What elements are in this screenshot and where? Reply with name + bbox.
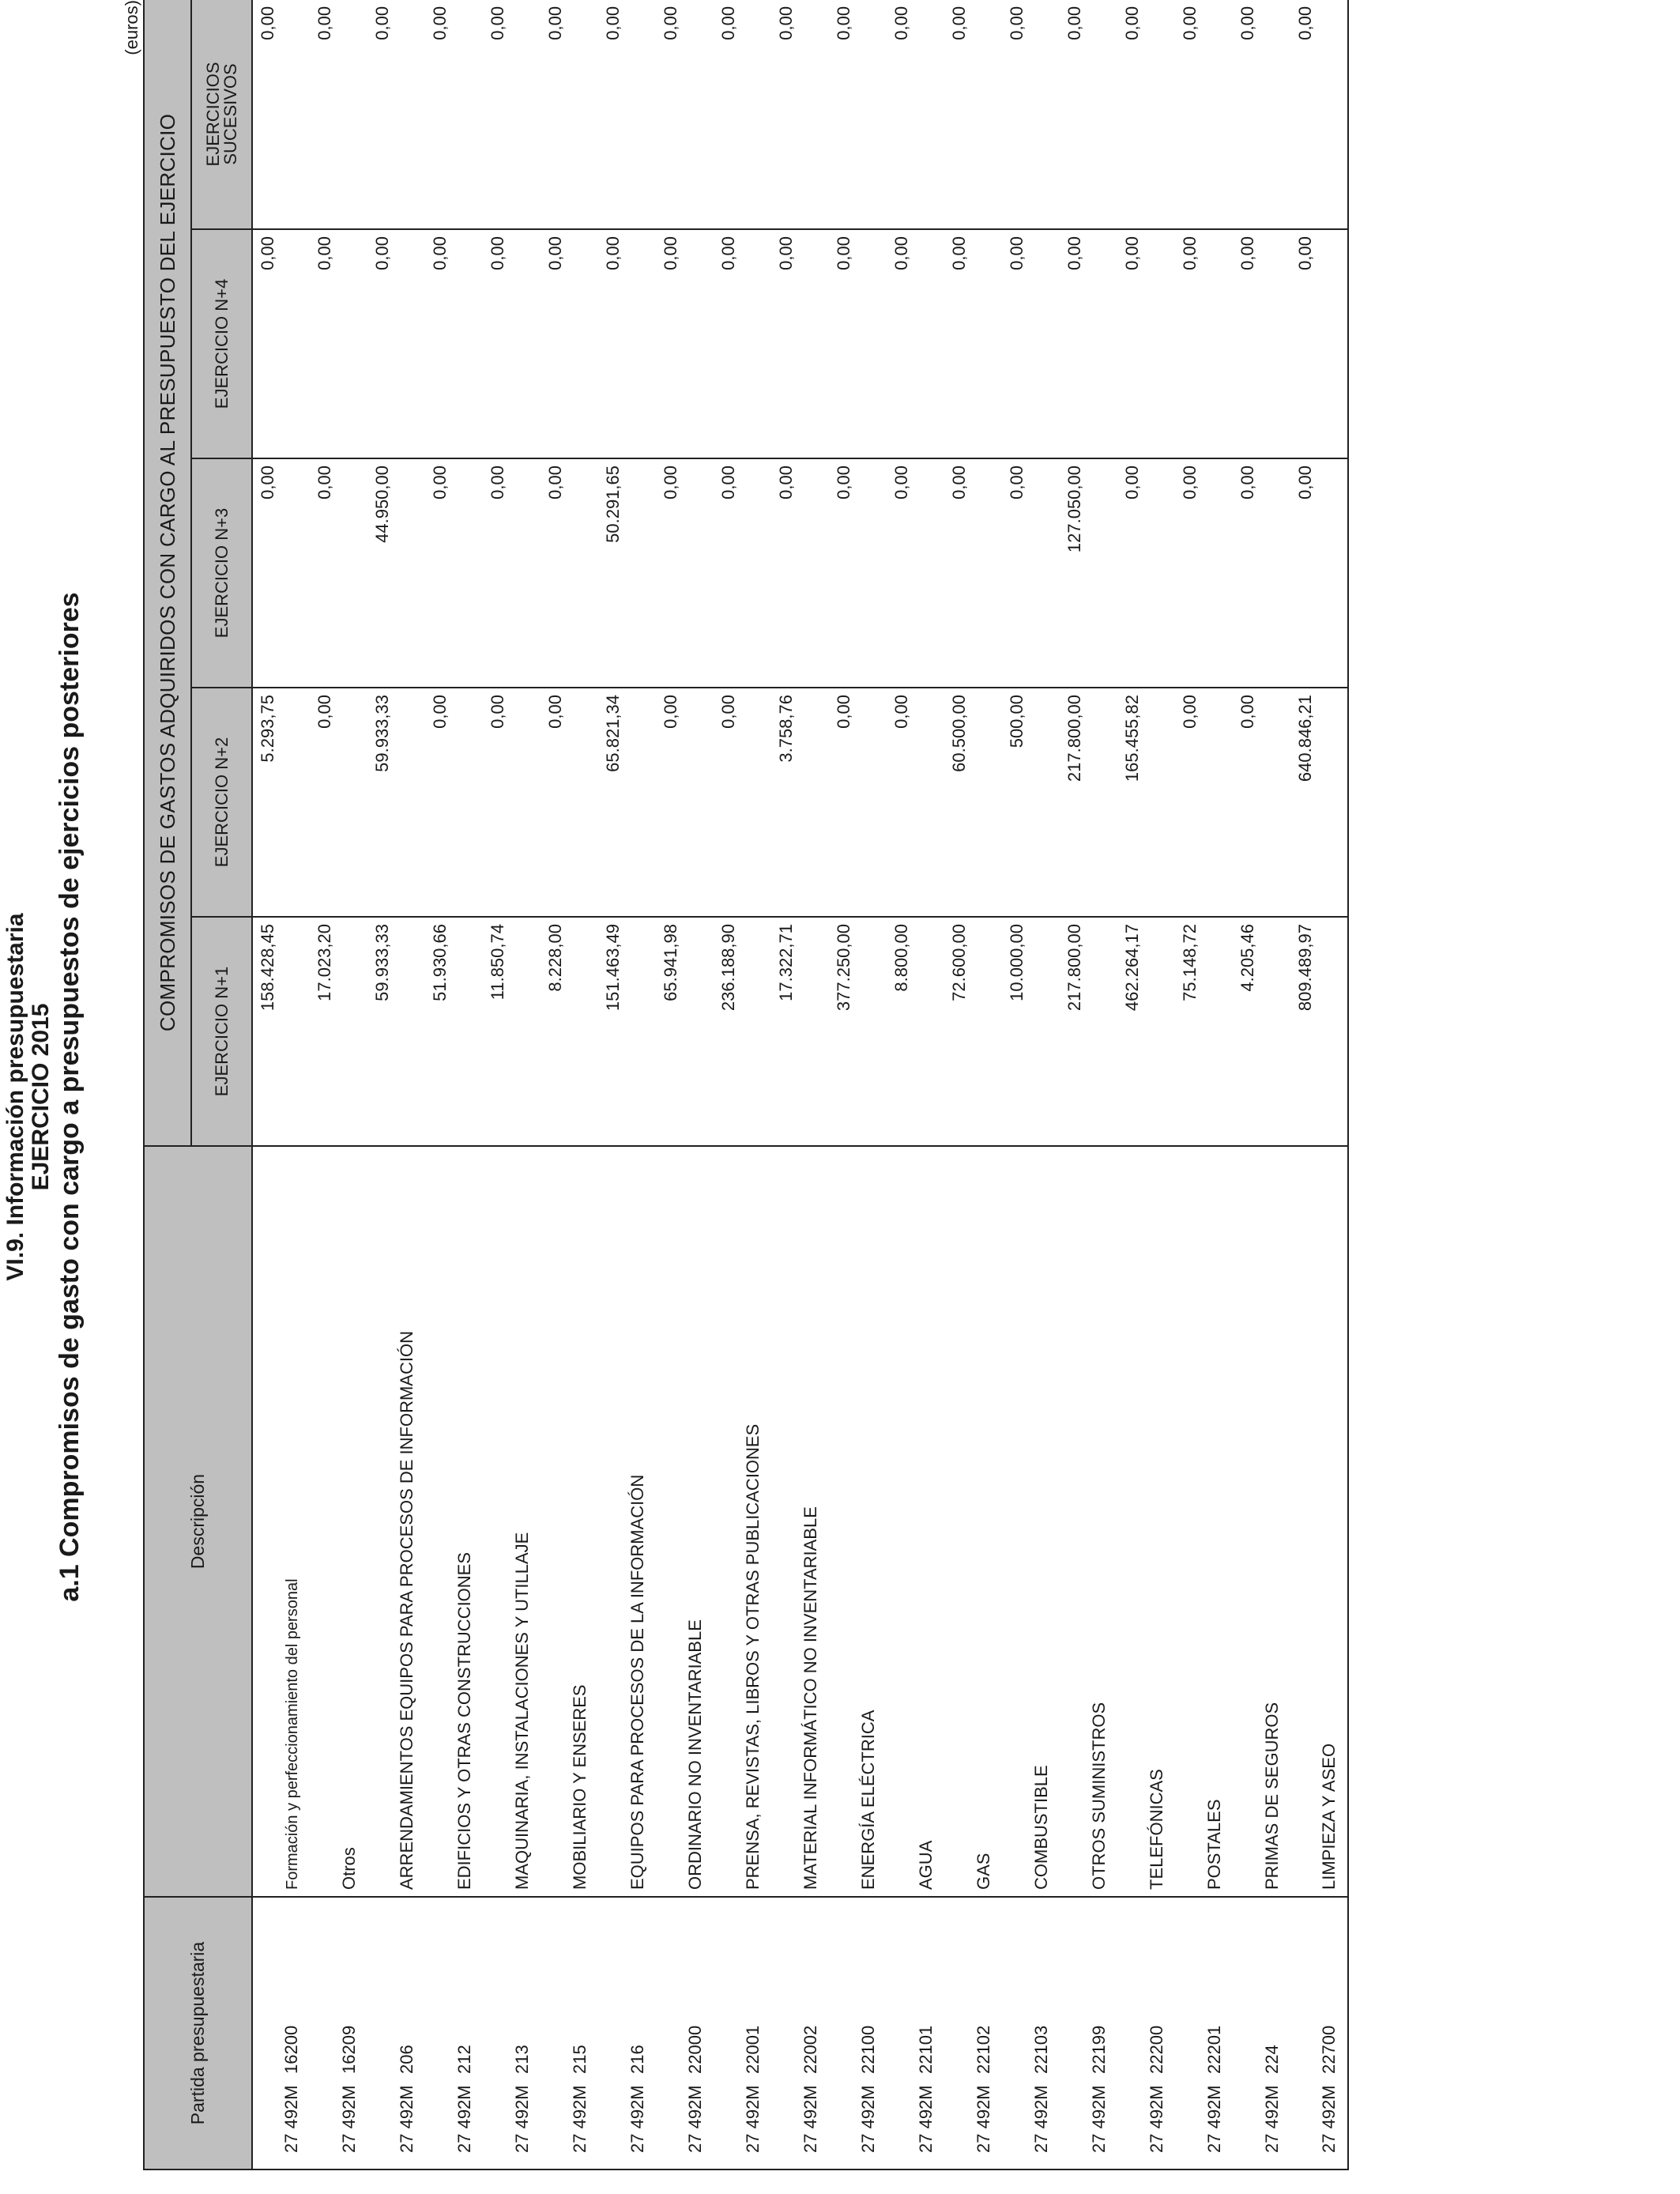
cell-ejercicio-n4: 0,00: [656, 229, 714, 458]
partida-organo: 27 492M: [800, 2085, 820, 2153]
cell-ejercicio-n1: 65.941,98: [656, 917, 714, 1146]
cell-ejercicio-n2: 0,00: [425, 688, 483, 917]
partida-organo: 27 492M: [1319, 2085, 1339, 2153]
table-row: [425, 0, 483, 2169]
cell-ejercicio-n3: 0,00: [771, 458, 829, 688]
commitments-table: [143, 0, 1349, 2170]
cell-partida: [1290, 1897, 1348, 2169]
cell-descripcion: ENERGÍA ELÉCTRICA: [829, 1146, 887, 1897]
cell-partida: [771, 1897, 829, 2169]
cell-ejercicio-n2: 500,00: [1002, 688, 1060, 917]
header-suc-line2: SUCESIVOS: [220, 63, 240, 165]
cell-ejercicios-sucesivos: 0,00: [310, 0, 367, 229]
cell-ejercicio-n2: 0,00: [656, 688, 714, 917]
cell-ejercicio-n3: 0,00: [714, 458, 771, 688]
table-row: [656, 0, 714, 2169]
partida-organo: 27 492M: [454, 2085, 474, 2153]
partida-code: 206: [397, 2045, 416, 2074]
header-suc-line1: EJERCICIOS: [202, 62, 223, 167]
cell-descripcion: MATERIAL INFORMÁTICO NO INVENTARIABLE: [771, 1146, 829, 1897]
fiscal-year-title: EJERCICIO 2015: [28, 1003, 54, 1191]
table-row: [714, 0, 771, 2169]
cell-ejercicios-sucesivos: 0,00: [829, 0, 887, 229]
cell-partida: [425, 1897, 483, 2169]
cell-descripcion: MAQUINARIA, INSTALACIONES Y UTILLAJE: [483, 1146, 541, 1897]
cell-ejercicio-n3: 0,00: [887, 458, 944, 688]
cell-ejercicio-n2: 0,00: [310, 688, 367, 917]
cell-ejercicio-n2: 3.758,76: [771, 688, 829, 917]
cell-ejercicio-n3: 0,00: [541, 458, 598, 688]
header-ejercicio-n1: EJERCICIO N+1: [191, 917, 252, 1146]
cell-descripcion: Formación y perfeccionamiento del personal: [252, 1146, 310, 1897]
cell-ejercicio-n4: 0,00: [1233, 229, 1290, 458]
cell-ejercicio-n1: 462.264,17: [1117, 917, 1175, 1146]
cell-ejercicio-n1: 151.463,49: [598, 917, 656, 1146]
cell-ejercicio-n1: 17.322,71: [771, 917, 829, 1146]
cell-ejercicio-n2: 65.821,34: [598, 688, 656, 917]
cell-ejercicio-n1: 8.228,00: [541, 917, 598, 1146]
cell-descripcion: TELEFÓNICAS: [1117, 1146, 1175, 1897]
cell-ejercicio-n1: 75.148,72: [1175, 917, 1233, 1146]
cell-ejercicio-n1: 11.850,74: [483, 917, 541, 1146]
cell-ejercicio-n1: 8.800,00: [887, 917, 944, 1146]
table-row: [1060, 0, 1117, 2169]
cell-ejercicio-n3: 50.291,65: [598, 458, 656, 688]
cell-ejercicio-n2: 0,00: [829, 688, 887, 917]
cell-ejercicios-sucesivos: 0,00: [541, 0, 598, 229]
header-ejercicio-n4: EJERCICIO N+4: [191, 229, 252, 458]
cell-ejercicio-n1: 377.250,00: [829, 917, 887, 1146]
cell-descripcion: PRIMAS DE SEGUROS: [1233, 1146, 1290, 1897]
cell-ejercicio-n1: 217.800,00: [1060, 917, 1117, 1146]
table-row: [367, 0, 425, 2169]
cell-ejercicio-n1: 158.428,45: [252, 917, 310, 1146]
table-row: [483, 0, 541, 2169]
cell-ejercicio-n1: 236.188,90: [714, 917, 771, 1146]
title-block: [3, 0, 85, 2194]
cell-ejercicio-n2: 0,00: [887, 688, 944, 917]
header-ejercicios-sucesivos: [191, 0, 252, 229]
cell-descripcion: LIMPIEZA Y ASEO: [1290, 1146, 1348, 1897]
cell-partida: [1233, 1897, 1290, 2169]
cell-ejercicio-n4: 0,00: [1002, 229, 1060, 458]
cell-ejercicio-n3: 0,00: [944, 458, 1002, 688]
cell-partida: [541, 1897, 598, 2169]
partida-code: 16200: [281, 2025, 301, 2074]
cell-ejercicio-n1: 51.930,66: [425, 917, 483, 1146]
cell-ejercicio-n3: 127.050,00: [1060, 458, 1117, 688]
cell-descripcion: OTROS SUMINISTROS: [1060, 1146, 1117, 1897]
partida-organo: 27 492M: [627, 2085, 647, 2153]
cell-ejercicio-n2: 0,00: [483, 688, 541, 917]
cell-partida: [714, 1897, 771, 2169]
cell-ejercicio-n3: 0,00: [1290, 458, 1348, 688]
cell-ejercicio-n4: 0,00: [252, 229, 310, 458]
cell-ejercicio-n4: 0,00: [829, 229, 887, 458]
cell-partida: [1060, 1897, 1117, 2169]
cell-partida: [310, 1897, 367, 2169]
cell-ejercicios-sucesivos: 0,00: [1117, 0, 1175, 229]
cell-partida: [944, 1897, 1002, 2169]
partida-code: 22102: [974, 2025, 993, 2074]
cell-ejercicio-n1: 4.205,46: [1233, 917, 1290, 1146]
cell-ejercicio-n4: 0,00: [1117, 229, 1175, 458]
cell-ejercicio-n2: 217.800,00: [1060, 688, 1117, 917]
cell-ejercicio-n4: 0,00: [1060, 229, 1117, 458]
cell-ejercicio-n2: 0,00: [1233, 688, 1290, 917]
partida-organo: 27 492M: [281, 2085, 301, 2153]
table-row: [1233, 0, 1290, 2169]
cell-partida: [1117, 1897, 1175, 2169]
partida-code: 212: [454, 2045, 474, 2074]
table-row: [1117, 0, 1175, 2169]
cell-ejercicio-n4: 0,00: [714, 229, 771, 458]
table-row: [771, 0, 829, 2169]
section-title: VI.9. Información presupuestaria: [2, 913, 28, 1281]
header-ejercicio-n2: EJERCICIO N+2: [191, 688, 252, 917]
cell-partida: [598, 1897, 656, 2169]
table-row: [541, 0, 598, 2169]
cell-descripcion: PRENSA, REVISTAS, LIBROS Y OTRAS PUBLICACIONES: [714, 1146, 771, 1897]
cell-descripcion: MOBILIARIO Y ENSERES: [541, 1146, 598, 1897]
cell-ejercicios-sucesivos: 0,00: [1233, 0, 1290, 229]
cell-partida: [1002, 1897, 1060, 2169]
partida-code: 216: [627, 2045, 647, 2074]
partida-organo: 27 492M: [1031, 2085, 1051, 2153]
cell-ejercicio-n4: 0,00: [541, 229, 598, 458]
partida-code: 215: [570, 2045, 590, 2074]
cell-ejercicio-n3: 0,00: [829, 458, 887, 688]
partida-organo: 27 492M: [858, 2085, 878, 2153]
cell-descripcion: EQUIPOS PARA PROCESOS DE LA INFORMACIÓN: [598, 1146, 656, 1897]
cell-ejercicio-n1: 17.023,20: [310, 917, 367, 1146]
cell-ejercicio-n1: 72.600,00: [944, 917, 1002, 1146]
cell-ejercicios-sucesivos: 0,00: [771, 0, 829, 229]
partida-organo: 27 492M: [974, 2085, 993, 2153]
table-row: [310, 0, 367, 2169]
table-row: [598, 0, 656, 2169]
partida-code: 22002: [800, 2025, 820, 2074]
cell-ejercicio-n3: 0,00: [483, 458, 541, 688]
partida-organo: 27 492M: [743, 2085, 763, 2153]
table-row: [252, 0, 310, 2169]
cell-descripcion: Otros: [310, 1146, 367, 1897]
cell-ejercicio-n2: 60.500,00: [944, 688, 1002, 917]
cell-partida: [252, 1897, 310, 2169]
cell-ejercicio-n2: 5.293,75: [252, 688, 310, 917]
partida-organo: 27 492M: [1089, 2085, 1109, 2153]
cell-ejercicios-sucesivos: 0,00: [1175, 0, 1233, 229]
cell-ejercicio-n2: 0,00: [541, 688, 598, 917]
partida-organo: 27 492M: [1204, 2085, 1224, 2153]
cell-ejercicios-sucesivos: 0,00: [656, 0, 714, 229]
cell-partida: [483, 1897, 541, 2169]
partida-organo: 27 492M: [570, 2085, 590, 2153]
cell-ejercicio-n4: 0,00: [887, 229, 944, 458]
cell-ejercicio-n3: 0,00: [1233, 458, 1290, 688]
partida-organo: 27 492M: [1147, 2085, 1166, 2153]
partida-code: 224: [1262, 2045, 1282, 2074]
cell-descripcion: EDIFICIOS Y OTRAS CONSTRUCCIONES: [425, 1146, 483, 1897]
cell-ejercicio-n3: 0,00: [1117, 458, 1175, 688]
cell-partida: [367, 1897, 425, 2169]
cell-ejercicio-n4: 0,00: [1175, 229, 1233, 458]
cell-ejercicio-n4: 0,00: [425, 229, 483, 458]
cell-ejercicio-n3: 0,00: [1002, 458, 1060, 688]
table-row: [829, 0, 887, 2169]
header-ejercicio-n3: EJERCICIO N+3: [191, 458, 252, 688]
cell-descripcion: ORDINARIO NO INVENTARIABLE: [656, 1146, 714, 1897]
cell-ejercicio-n2: 640.846,21: [1290, 688, 1348, 917]
cell-ejercicio-n3: 44.950,00: [367, 458, 425, 688]
cell-ejercicio-n3: 0,00: [656, 458, 714, 688]
partida-code: 22100: [858, 2025, 878, 2074]
units-label: (euros): [122, 0, 141, 55]
cell-ejercicio-n2: 0,00: [1175, 688, 1233, 917]
cell-ejercicio-n4: 0,00: [310, 229, 367, 458]
cell-descripcion: COMBUSTIBLE: [1002, 1146, 1060, 1897]
partida-organo: 27 492M: [397, 2085, 416, 2153]
cell-ejercicio-n1: 59.933,33: [367, 917, 425, 1146]
cell-ejercicios-sucesivos: 0,00: [483, 0, 541, 229]
cell-ejercicios-sucesivos: 0,00: [252, 0, 310, 229]
partida-code: 22199: [1089, 2025, 1109, 2074]
header-partida: Partida presupuestaria: [144, 1897, 252, 2169]
partida-code: 16209: [339, 2025, 359, 2074]
cell-ejercicio-n1: 809.489,97: [1290, 917, 1348, 1146]
cell-ejercicio-n2: 59.933,33: [367, 688, 425, 917]
cell-ejercicios-sucesivos: 0,00: [367, 0, 425, 229]
cell-ejercicios-sucesivos: 0,00: [1060, 0, 1117, 229]
cell-partida: [829, 1897, 887, 2169]
partida-code: 22001: [743, 2025, 763, 2074]
partida-code: 213: [512, 2045, 532, 2074]
cell-ejercicio-n4: 0,00: [367, 229, 425, 458]
partida-code: 22700: [1319, 2025, 1339, 2074]
cell-ejercicio-n4: 0,00: [771, 229, 829, 458]
table-row: [1290, 0, 1348, 2169]
cell-ejercicio-n2: 165.455,82: [1117, 688, 1175, 917]
cell-descripcion: ARRENDAMIENTOS EQUIPOS PARA PROCESOS DE INFORMACIÓN: [367, 1146, 425, 1897]
cell-descripcion: POSTALES: [1175, 1146, 1233, 1897]
table-body: [252, 0, 1348, 2169]
table-row: [944, 0, 1002, 2169]
partida-organo: 27 492M: [685, 2085, 705, 2153]
cell-ejercicio-n4: 0,00: [944, 229, 1002, 458]
cell-ejercicios-sucesivos: 0,00: [944, 0, 1002, 229]
partida-organo: 27 492M: [1262, 2085, 1282, 2153]
cell-ejercicio-n3: 0,00: [310, 458, 367, 688]
cell-ejercicios-sucesivos: 0,00: [1290, 0, 1348, 229]
cell-ejercicios-sucesivos: 0,00: [598, 0, 656, 229]
cell-ejercicios-sucesivos: 0,00: [1002, 0, 1060, 229]
table-row: [887, 0, 944, 2169]
cell-ejercicios-sucesivos: 0,00: [887, 0, 944, 229]
cell-ejercicio-n4: 0,00: [598, 229, 656, 458]
partida-organo: 27 492M: [512, 2085, 532, 2153]
table-row: [1002, 0, 1060, 2169]
table-row: [1175, 0, 1233, 2169]
partida-organo: 27 492M: [339, 2085, 359, 2153]
partida-code: 22000: [685, 2025, 705, 2074]
cell-ejercicio-n4: 0,00: [1290, 229, 1348, 458]
cell-ejercicio-n3: 0,00: [425, 458, 483, 688]
cell-partida: [887, 1897, 944, 2169]
cell-ejercicios-sucesivos: 0,00: [714, 0, 771, 229]
cell-partida: [656, 1897, 714, 2169]
cell-ejercicio-n3: 0,00: [1175, 458, 1233, 688]
cell-ejercicios-sucesivos: 0,00: [425, 0, 483, 229]
cell-ejercicio-n2: 0,00: [714, 688, 771, 917]
cell-descripcion: GAS: [944, 1146, 1002, 1897]
partida-code: 22201: [1204, 2025, 1224, 2074]
cell-ejercicio-n1: 10.000,00: [1002, 917, 1060, 1146]
cell-descripcion: AGUA: [887, 1146, 944, 1897]
partida-code: 22103: [1031, 2025, 1051, 2074]
header-group-compromisos: COMPROMISOS DE GASTOS ADQUIRIDOS CON CARGO AL PRESUPUESTO DEL EJERCICIO: [144, 0, 191, 1146]
partida-code: 22101: [916, 2025, 936, 2074]
cell-ejercicio-n3: 0,00: [252, 458, 310, 688]
table-title: a.1 Compromisos de gasto con cargo a presupuestos de ejercicios posteriores: [55, 592, 85, 1602]
cell-ejercicio-n4: 0,00: [483, 229, 541, 458]
partida-code: 22200: [1147, 2025, 1166, 2074]
partida-organo: 27 492M: [916, 2085, 936, 2153]
header-descripcion: Descripción: [144, 1146, 252, 1897]
cell-partida: [1175, 1897, 1233, 2169]
